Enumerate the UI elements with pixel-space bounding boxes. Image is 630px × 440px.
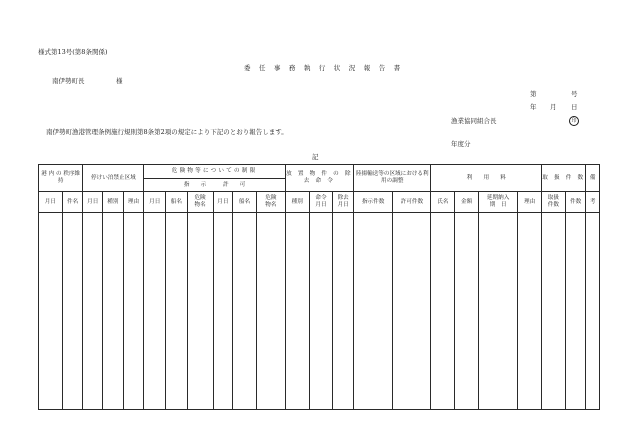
cell-empty [213,213,233,410]
record-label: 記 [312,153,319,161]
col-month-day: 月日 [144,192,166,213]
doc-number-label: 第 [530,90,537,98]
body-text: 南伊勢町漁港管理条例施行規則第8条第2項の規定により下記のとおり報告します。 [46,128,288,136]
document-title: 委 任 事 務 執 行 状 況 報 告 書 [244,64,404,72]
cell-empty [83,213,103,410]
cell-empty [285,213,309,410]
form-number: 様式第13号(第8条関係) [38,48,108,56]
addressee: 南伊勢町長 [52,77,85,85]
col-order-date: 命令 月日 [309,192,333,213]
cell-empty [478,213,517,410]
doc-number-suffix: 号 [571,90,578,98]
header-remarks: 備 [586,165,600,192]
col-amount: 金額 [455,192,479,213]
cell-empty [431,213,455,410]
cell-empty [103,213,124,410]
cell-empty [542,213,566,410]
honorific: 様 [116,77,123,85]
cell-empty [233,213,257,410]
col-hazard-name: 危険 物名 [187,192,213,213]
date-month: 月 [550,103,557,111]
cell-empty [187,213,213,410]
cell-empty [62,213,83,410]
header-harbor-order: 港 内 の 秩序維持 [39,165,83,192]
col-type: 種別 [285,192,309,213]
header-handled: 取 扱 件 数 [542,165,586,192]
col-ship-name: 船名 [233,192,257,213]
date-year: 年 [530,103,537,111]
cell-empty [309,213,333,410]
cell-empty [144,213,166,410]
col-handled-count: 取扱 件数 [542,192,566,213]
header-fishing: 陸揚輸送等の区域における利用の調整 [354,165,431,192]
header-fee: 利 用 料 [431,165,542,192]
col-reason: 理由 [518,192,542,213]
col-type: 種別 [103,192,124,213]
col-count: 件名 [62,192,83,213]
cell-empty [166,213,188,410]
col-month-day: 月日 [39,192,63,213]
col-remarks-end: 考 [586,192,600,213]
cell-empty [39,213,63,410]
report-table [38,164,600,410]
header-removal: 放 置 物 件 の 除 去 命 令 [285,165,353,192]
cell-empty [393,213,431,410]
cell-empty [333,213,354,410]
cell-empty [586,213,600,410]
col-hazard-name: 危険 物名 [256,192,285,213]
col-month-day: 月日 [213,192,233,213]
col-month-day: 月日 [83,192,103,213]
cell-empty [256,213,285,410]
col-instructions: 指示件数 [354,192,393,213]
cell-empty [455,213,479,410]
col-reason: 理由 [123,192,144,213]
col-permits: 許可件数 [393,192,431,213]
date-day: 日 [571,103,578,111]
sender: 漁業協同組合長 [451,117,497,125]
header-hazard: 危険物等についての制限 [144,165,285,179]
col-deferred: 延期納入 期 日 [478,192,517,213]
col-name: 氏名 [431,192,455,213]
cell-empty [123,213,144,410]
cell-empty [354,213,393,410]
col-ship-name: 船名 [166,192,188,213]
header-mooring: 停けい泊禁止区域 [83,165,144,192]
col-cases: 件数 [565,192,586,213]
fiscal-year: 年度分 [451,140,471,148]
table-body-row [39,213,600,410]
col-removal-date: 除去 月日 [333,192,354,213]
cell-empty [565,213,586,410]
cell-empty [518,213,542,410]
header-hazard-sub: 指 示 許 可 [144,179,285,192]
seal-mark: 印 [569,116,579,126]
